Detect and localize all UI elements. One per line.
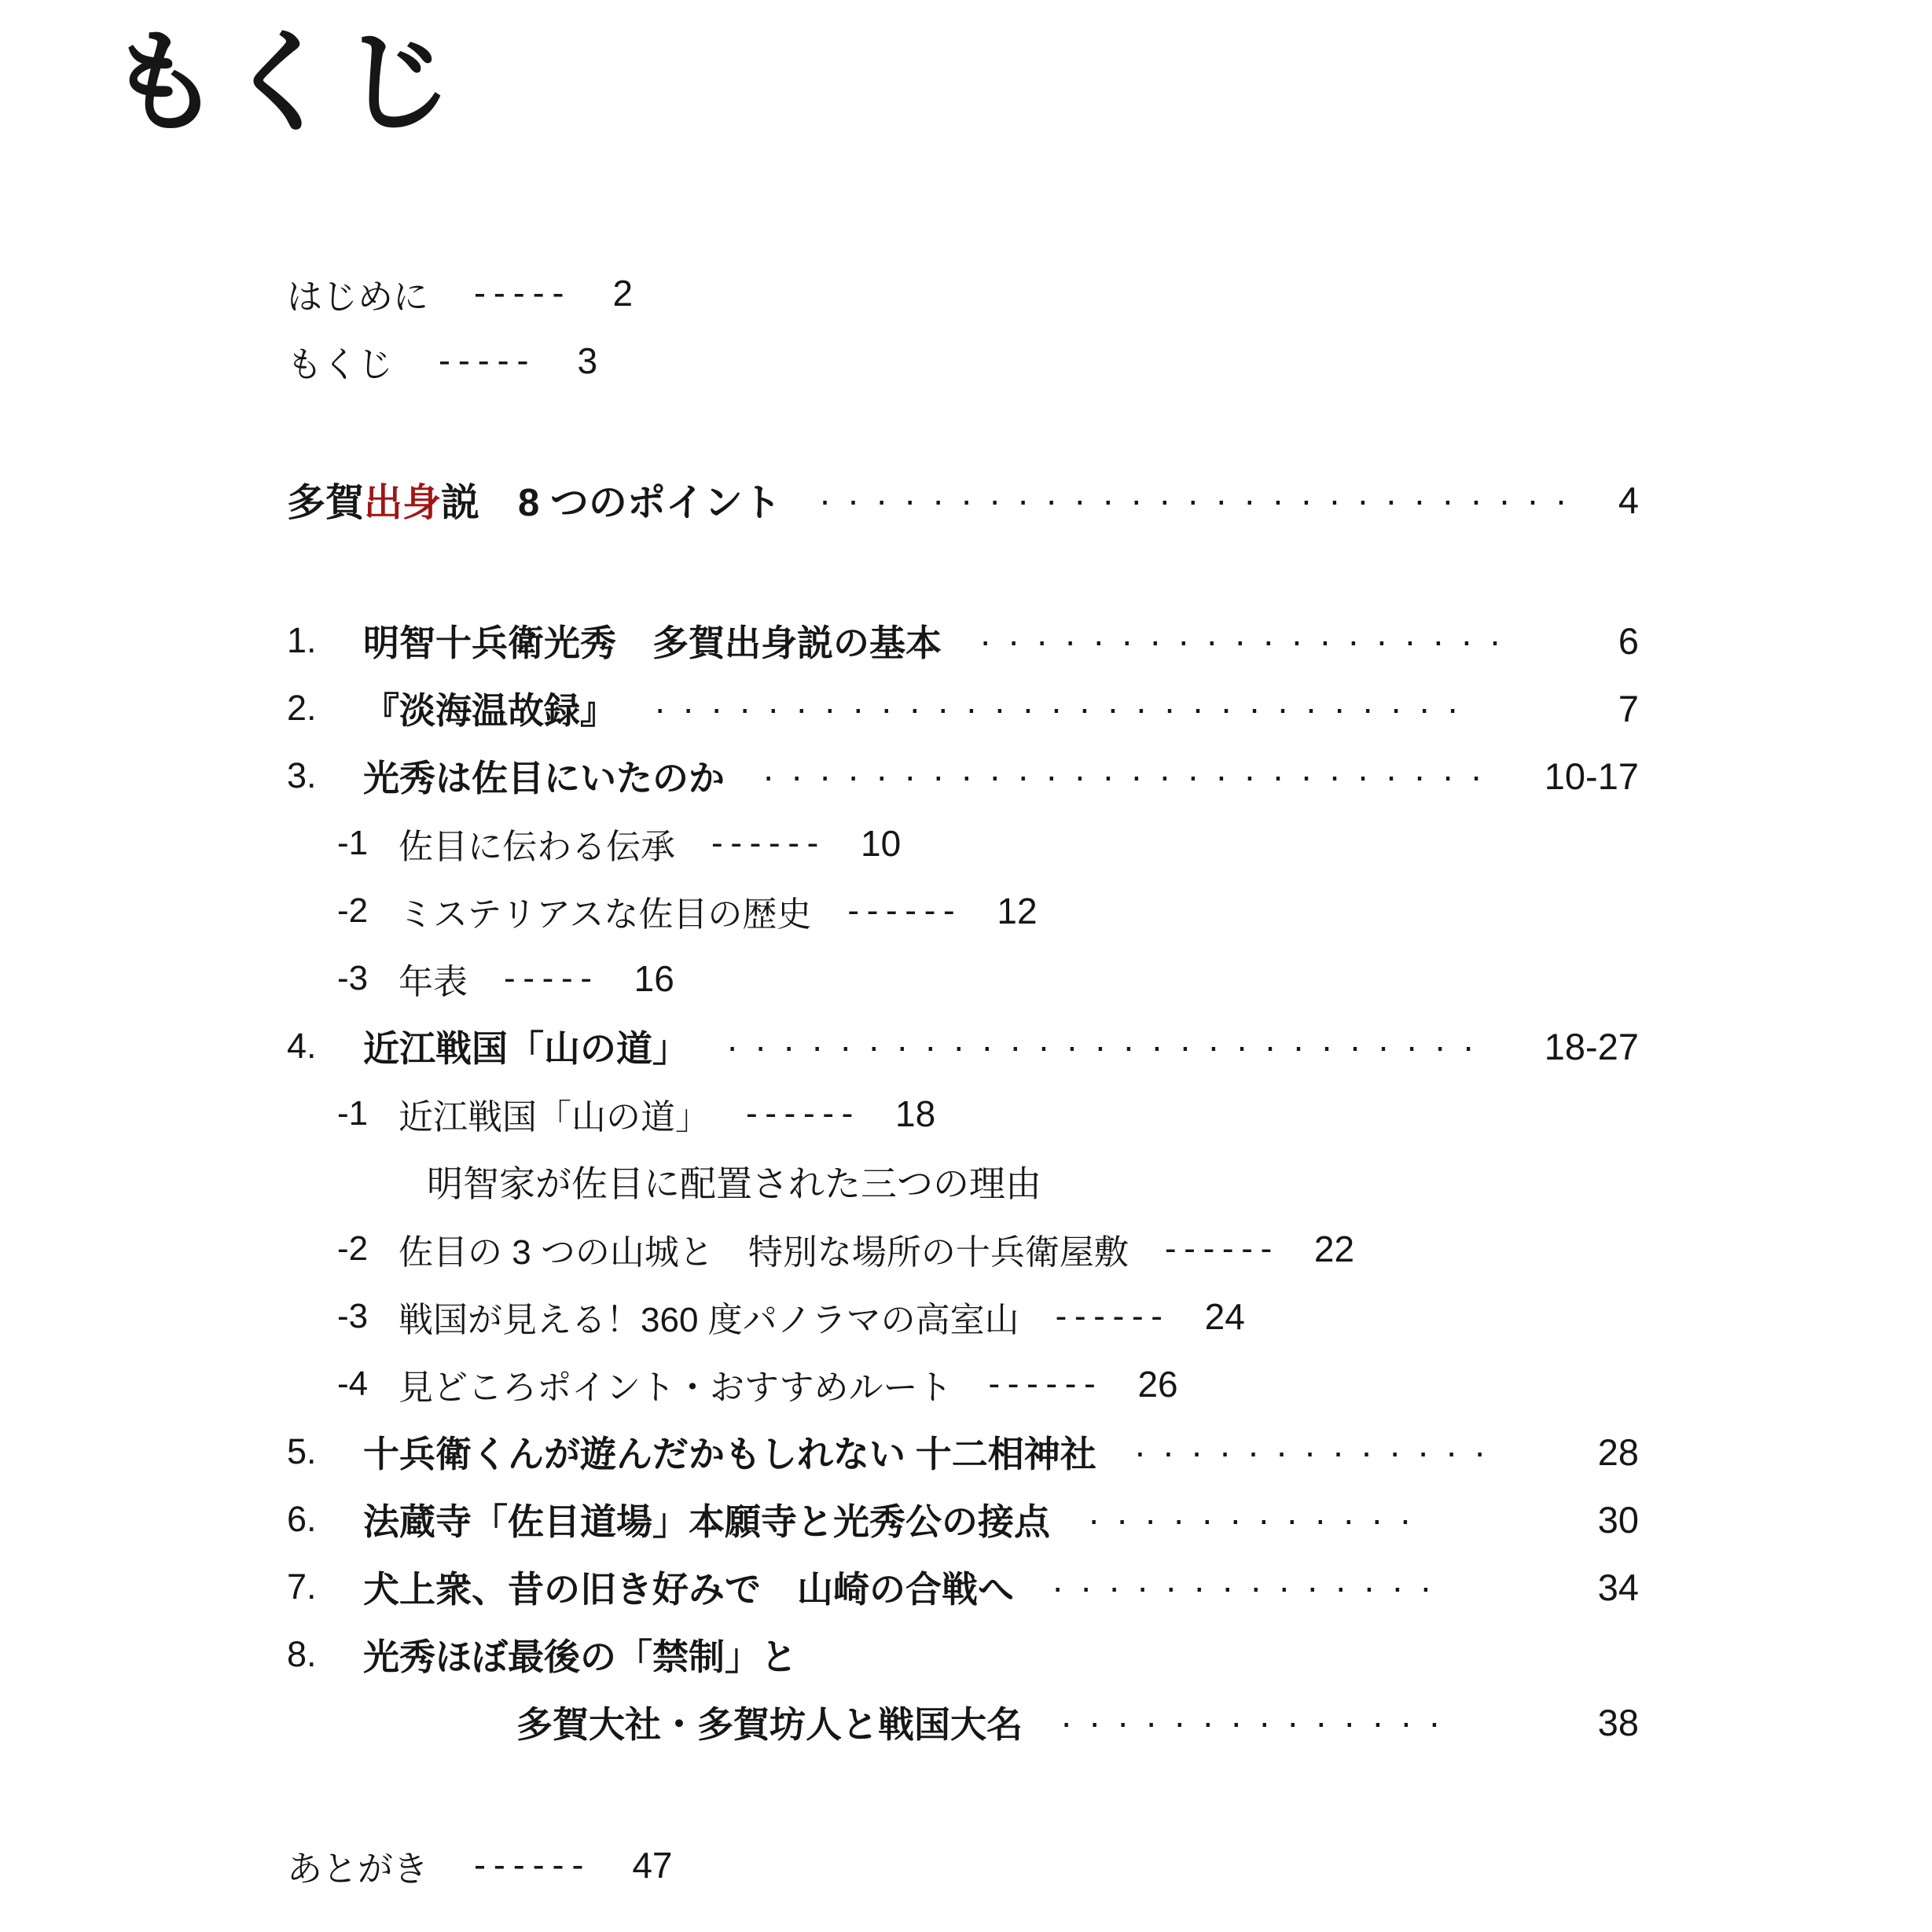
dot-leader: ····························· [654,688,1475,729]
toc-continuation-row [287,1148,1639,1215]
toc-entry-number: 2. [287,688,317,728]
toc-item-row [287,1486,1639,1553]
dash-leader: ------ [988,1365,1104,1403]
section-header-prefix: 多賀 [287,482,365,524]
page-number: 22 [1313,1229,1355,1269]
section-header-suffix: 説 8 つのポイント [441,482,781,524]
toc-entry-number: 8. [287,1634,317,1674]
dash-leader: ----- [474,273,572,313]
toc-item-row [287,1621,1639,1688]
front-matter-row [287,259,1639,327]
page-number: 7 [1618,687,1639,729]
toc-entry-title: 明智家が佐目に配置された三つの理由 [427,1163,1041,1204]
toc-sub-row [287,1283,1639,1350]
page-number: 6 [1618,619,1639,662]
toc-entry-title: 佐目の 3 つの山城と 特別な場所の十兵衛屋敷 [399,1233,1129,1272]
dot-leader: ··················· [979,620,1518,661]
toc-entry-title: 十兵衛くんが遊んだかもしれない 十二相神社 [363,1434,1096,1475]
toc-entry-title: 近江戦国「山の道」 [399,1098,710,1137]
front-matter-label: もくじ [287,343,394,384]
toc-sub-row [287,1215,1639,1283]
dash-leader: ------ [1164,1229,1280,1268]
page-number: 16 [634,958,674,999]
toc-entry-title: 佐目に伝わる伝承 [399,828,675,866]
page-number: 4 [1618,479,1639,521]
page-number: 18 [895,1093,936,1134]
back-matter-label: あとがき [287,1848,429,1889]
dash-leader: ------ [711,824,826,862]
page-number: 24 [1204,1296,1245,1337]
toc-entry-title: 戦国が見える！360 度パノラマの高室山 [399,1301,1019,1339]
toc-item-row [287,742,1639,810]
toc-entry-title: 光秀は佐目にいたのか [363,758,725,799]
toc-entry-number: -1 [337,824,369,862]
page-number: 34 [1597,1566,1639,1608]
toc-entry-number: -3 [337,959,369,997]
page-number: 28 [1597,1431,1639,1473]
toc-item-row [287,1553,1639,1621]
toc-entry-title: 多賀大社・多賀坊人と戦国大名 [516,1704,1023,1745]
toc-item-row [287,607,1639,674]
toc-entry-number: 6. [287,1499,317,1539]
toc-entry-title: 『淡海温故録』 [363,690,616,731]
dot-leader: ·························· [762,755,1499,796]
dot-leader: ············· [1133,1431,1503,1472]
page-number: 47 [632,1845,673,1886]
dash-leader: ------ [847,891,963,930]
dot-leader: ············ [1088,1499,1428,1540]
toc-entry-number: 3. [287,755,317,795]
toc-entry-number: -3 [337,1297,369,1335]
front-matter-label: はじめに [287,276,429,317]
dot-leader: ··························· [818,479,1584,520]
page-number: 18-27 [1544,1025,1639,1067]
toc-sub-row [287,1080,1639,1148]
toc-entry-title: 法蔵寺「佐目道場」本願寺と光秀公の接点 [363,1501,1050,1542]
toc-entry-title: 犬上衆、昔の旧き好みで 山崎の合戦へ [363,1569,1014,1610]
dash-leader: ----- [439,340,537,380]
toc-item-row [287,1012,1639,1080]
toc-continuation-row [287,1688,1639,1756]
toc-list [287,607,1639,1756]
dot-leader: ··························· [726,1026,1491,1067]
toc-entry-number: -2 [337,1229,369,1268]
dot-leader: ·············· [1052,1567,1449,1607]
toc-entry-title: 近江戦国「山の道」 [363,1028,689,1069]
page-number: 3 [577,340,598,381]
toc-entry-title: 明智十兵衛光秀 多賀出身説の基本 [363,623,942,663]
toc-entry-number: 4. [287,1026,317,1066]
toc-entry-number: 1. [287,620,317,660]
toc-item-row [287,674,1639,742]
toc-sub-row [287,877,1639,945]
toc-entry-number: 5. [287,1431,317,1471]
back-matter-row [287,1831,1639,1899]
toc-entry-number: -4 [337,1365,369,1403]
page-number: 10-17 [1544,755,1639,797]
toc-entry-title: 光秀ほぼ最後の「禁制」と [363,1636,797,1677]
toc-entry-title: 年表 [399,963,468,1001]
toc-entry-number: -1 [337,1094,369,1133]
page-number: 2 [612,273,634,314]
dash-leader: ------ [474,1845,592,1885]
dash-leader: ------ [746,1094,861,1133]
section-header-row [287,465,1639,534]
page-number: 26 [1137,1364,1178,1405]
page-number: 10 [861,823,902,864]
page-number: 30 [1597,1498,1639,1541]
toc-entry-title: ミステリアスな佐目の歴史 [399,895,812,934]
toc-sub-row [287,945,1639,1012]
front-matter-row [287,327,1639,395]
toc-content [287,259,1639,1899]
toc-entry-number: -2 [337,891,369,930]
section-header-accent: 出身 [364,482,442,524]
toc-item-row [287,1418,1639,1486]
dot-leader: ·············· [1060,1702,1457,1743]
page-title: もくじ [108,20,457,145]
toc-sub-row [287,810,1639,877]
toc-entry-title: 見どころポイント・おすすめルート [399,1368,953,1407]
page-number: 38 [1597,1701,1639,1743]
toc-entry-number: 7. [287,1567,317,1607]
page-number: 12 [997,891,1038,931]
dash-leader: ----- [504,959,600,997]
toc-sub-row [287,1350,1639,1418]
dash-leader: ------ [1055,1297,1170,1335]
